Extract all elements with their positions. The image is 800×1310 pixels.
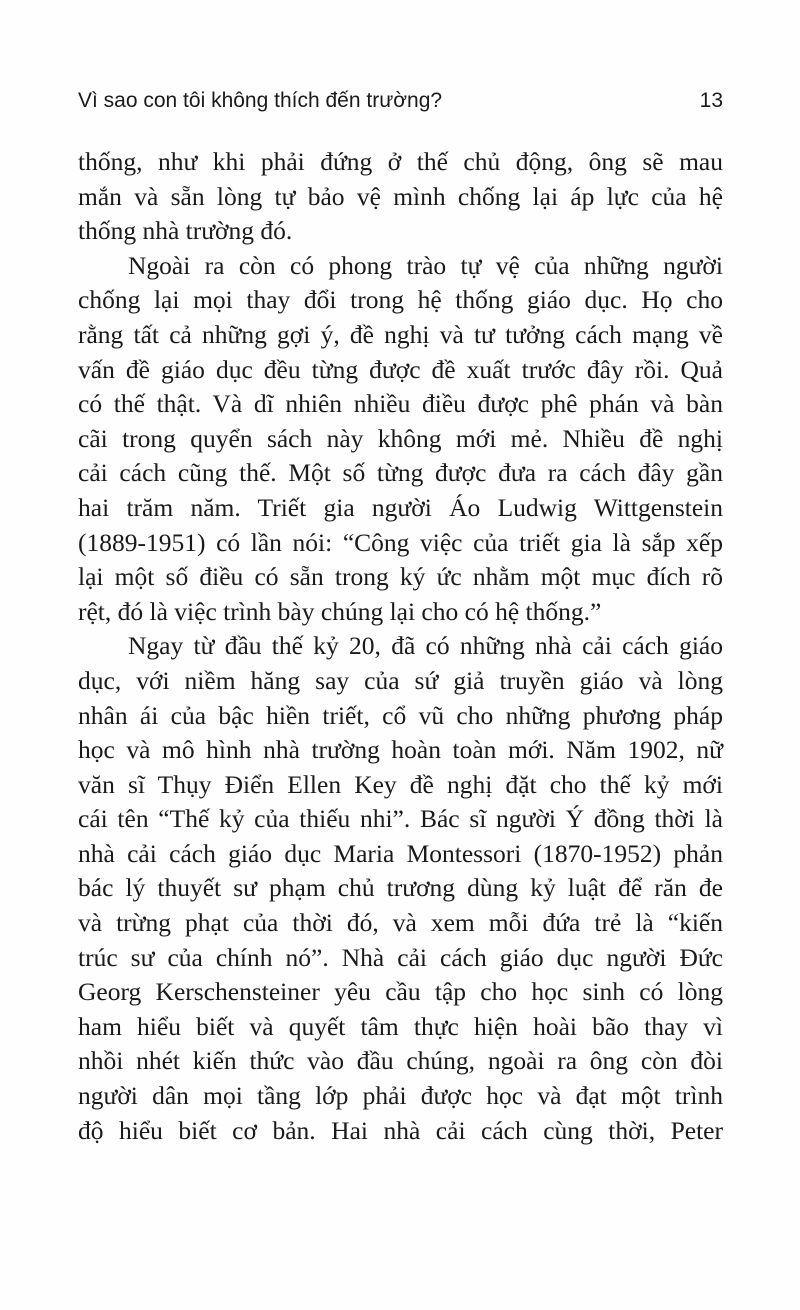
text-line: văn sĩ Thụy Điển Ellen Key đề nghị đặt cho thế kỷ mới [78, 769, 723, 799]
text-line: học và mô hình nhà trường hoàn toàn mới. Năm 1902, nữ [78, 735, 723, 765]
text-line: vấn đề giáo dục đều từng được đề xuất trước đây rồi. Quả [78, 354, 723, 384]
text-line: mắn và sẵn lòng tự bảo vệ mình chống lại áp lực của hệ [78, 181, 723, 211]
text-line: hai trăm năm. Triết gia người Áo Ludwig Wittgenstein [78, 492, 723, 522]
text-line: lại một số điều có sẵn trong ký ức nhằm một mục đích rõ [78, 562, 723, 592]
text-line: thống nhà trường đó. [78, 216, 293, 246]
text-line: dục, với niềm hăng say của sứ giả truyền giáo và lòng [78, 665, 723, 695]
text-line: độ hiểu biết cơ bản. Hai nhà cải cách cùng thời, Peter [78, 1115, 723, 1145]
text-line: có thế thật. Và dĩ nhiên nhiều điều được phê phán và bàn [78, 389, 723, 419]
text-line: rằng tất cả những gợi ý, đề nghị và tư tưởng cách mạng về [78, 319, 723, 349]
text-line: người dân mọi tầng lớp phải được học và đạt một trình [78, 1081, 723, 1111]
paragraph-2 [78, 249, 723, 630]
text-line: ham hiểu biết và quyết tâm thực hiện hoài bão thay vì [78, 1011, 723, 1041]
running-header-title: Vì sao con tôi không thích đến trường? [78, 89, 443, 112]
text-line: cãi trong quyển sách này không mới mẻ. Nhiều đề nghị [78, 423, 723, 453]
text-line: trúc sư của chính nó”. Nhà cải cách giáo dục người Đức [78, 942, 723, 972]
text-line: Georg Kerschensteiner yêu cầu tập cho học sinh có lòng [78, 977, 723, 1007]
text-line: cải cách cũng thế. Một số từng được đưa ra cách đây gần [78, 458, 723, 488]
text-line: Ngay từ đầu thế kỷ 20, đã có những nhà cải cách giáo [128, 631, 723, 661]
paragraph-1 [78, 145, 723, 249]
text-line: bác lý thuyết sư phạm chủ trương dùng kỷ luật để răn đe [78, 873, 723, 903]
text-line: (1889-1951) có lần nói: “Công việc của triết gia là sắp xếp [78, 527, 723, 557]
text-line: chống lại mọi thay đổi trong hệ thống giáo dục. Họ cho [78, 285, 723, 315]
text-line: nhân ái của bậc hiền triết, cổ vũ cho những phương pháp [78, 700, 723, 730]
text-line: Ngoài ra còn có phong trào tự vệ của những người [128, 250, 723, 280]
text-line: cái tên “Thế kỷ của thiếu nhi”. Bác sĩ người Ý đồng thời là [78, 804, 723, 834]
text-line: thống, như khi phải đứng ở thế chủ động, ông sẽ mau [78, 147, 723, 176]
body-text [78, 145, 723, 1148]
paragraph-3 [78, 629, 723, 1148]
text-line: nhồi nhét kiến thức vào đầu chúng, ngoài ra ông còn đòi [78, 1046, 723, 1076]
page-number: 13 [699, 89, 723, 112]
text-line: rệt, đó là việc trình bày chúng lại cho có hệ thống.” [78, 596, 602, 626]
text-line: và trừng phạt của thời đó, và xem mỗi đứa trẻ là “kiến [78, 908, 723, 938]
running-header [78, 86, 723, 116]
text-line: nhà cải cách giáo dục Maria Montessori (1870-1952) phản [78, 838, 723, 868]
